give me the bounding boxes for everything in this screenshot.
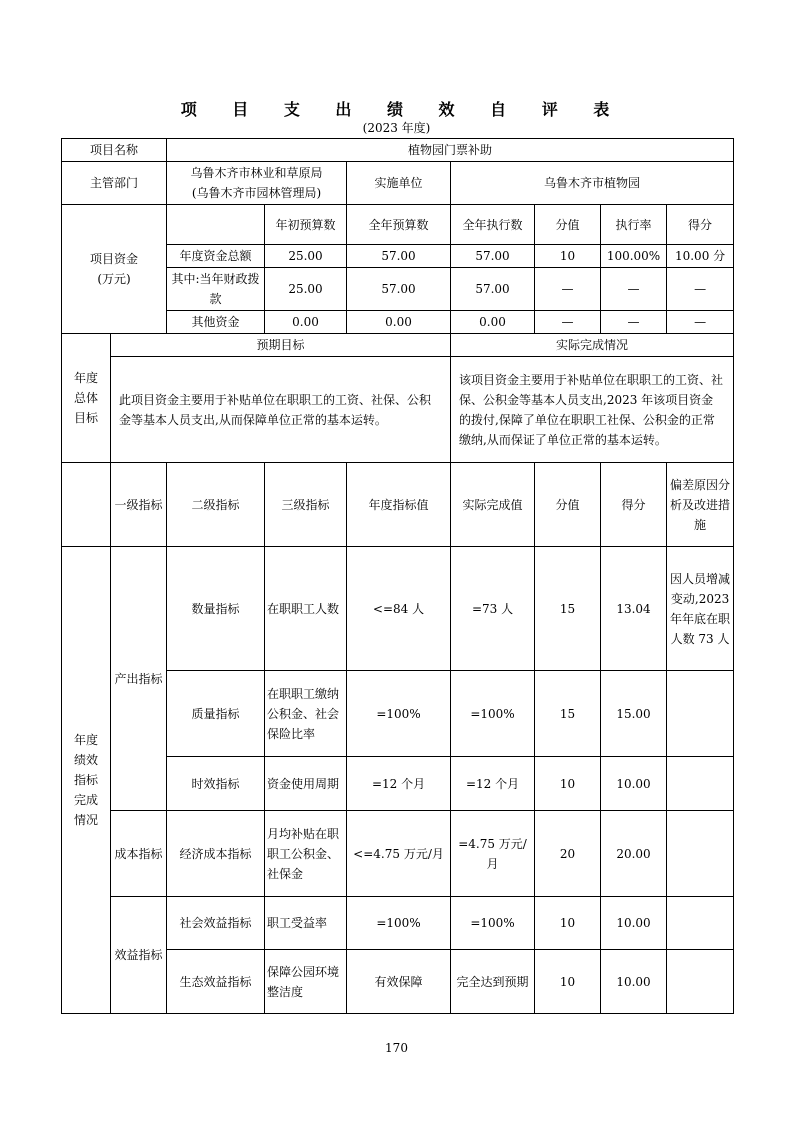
deviation-note bbox=[667, 811, 734, 897]
actual-result-text: 该项目资金主要用于补贴单位在职职工的工资、社保、公积金等基本人员支出,2023 年该项目资金的拨付,保障了单位在职职工社保、公积金的正常缴纳,从而保证了单位正常的基本运转。 bbox=[451, 357, 734, 463]
deviation-note bbox=[667, 671, 734, 757]
impl-unit-label: 实施单位 bbox=[347, 162, 451, 205]
page-number: 170 bbox=[385, 1041, 408, 1055]
group-label: 效益指标 bbox=[111, 897, 167, 1014]
funds-cell: 57.00 bbox=[451, 245, 535, 268]
deviation-note bbox=[667, 950, 734, 1014]
funds-header: 执行率 bbox=[601, 205, 667, 245]
funds-cell: 0.00 bbox=[265, 311, 347, 334]
l3-indicator: 保障公园环境整洁度 bbox=[265, 950, 347, 1014]
actual-result-header: 实际完成情况 bbox=[451, 334, 734, 357]
funds-cell: 57.00 bbox=[347, 245, 451, 268]
indicator-header: 二级指标 bbox=[167, 463, 265, 547]
score: 10.00 bbox=[601, 950, 667, 1014]
score: 15.00 bbox=[601, 671, 667, 757]
funds-cell: 57.00 bbox=[451, 268, 535, 311]
evaluation-table bbox=[61, 138, 734, 1014]
target-value: 有效保障 bbox=[347, 950, 451, 1014]
funds-cell: — bbox=[667, 311, 734, 334]
actual-value: =100% bbox=[451, 897, 535, 950]
indicator-header: 得分 bbox=[601, 463, 667, 547]
target-value: <=84 人 bbox=[347, 547, 451, 671]
l2-indicator: 数量指标 bbox=[167, 547, 265, 671]
funds-cell: — bbox=[535, 311, 601, 334]
funds-cell: — bbox=[601, 311, 667, 334]
funds-cell: 25.00 bbox=[265, 245, 347, 268]
funds-cell: 25.00 bbox=[265, 268, 347, 311]
indicator-header-blank bbox=[62, 463, 111, 547]
funds-header-blank bbox=[167, 205, 265, 245]
indicator-header: 一级指标 bbox=[111, 463, 167, 547]
funds-header: 全年执行数 bbox=[451, 205, 535, 245]
funds-cell: — bbox=[535, 268, 601, 311]
funds-header: 分值 bbox=[535, 205, 601, 245]
score-value: 10 bbox=[535, 950, 601, 1014]
indicator-header: 三级指标 bbox=[265, 463, 347, 547]
funds-header: 年初预算数 bbox=[265, 205, 347, 245]
deviation-note bbox=[667, 757, 734, 811]
indicator-header: 实际完成值 bbox=[451, 463, 535, 547]
score-value: 15 bbox=[535, 547, 601, 671]
score: 10.00 bbox=[601, 897, 667, 950]
dept-value bbox=[167, 162, 347, 205]
funds-header: 全年预算数 bbox=[347, 205, 451, 245]
dept-label: 主管部门 bbox=[62, 162, 167, 205]
l3-indicator: 月均补贴在职职工公积金、社保金 bbox=[265, 811, 347, 897]
l3-indicator: 资金使用周期 bbox=[265, 757, 347, 811]
year-note: (2023 年度) bbox=[362, 121, 431, 135]
impl-unit: 乌鲁木齐市植物园 bbox=[451, 162, 734, 205]
score-value: 10 bbox=[535, 897, 601, 950]
funds-label: 项目资金 (万元) bbox=[62, 205, 167, 334]
l2-indicator: 时效指标 bbox=[167, 757, 265, 811]
funds-cell: 10.00 分 bbox=[667, 245, 734, 268]
group-label: 产出指标 bbox=[111, 547, 167, 811]
score: 10.00 bbox=[601, 757, 667, 811]
target-value: =100% bbox=[347, 897, 451, 950]
deviation-note: 因人员增减变动,2023 年年底在职人数 73 人 bbox=[667, 547, 734, 671]
indicator-header: 分值 bbox=[535, 463, 601, 547]
funds-header: 得分 bbox=[667, 205, 734, 245]
l3-indicator: 在职职工缴纳公积金、社会保险比率 bbox=[265, 671, 347, 757]
l3-indicator: 在职职工人数 bbox=[265, 547, 347, 671]
score-value: 10 bbox=[535, 757, 601, 811]
group-label: 成本指标 bbox=[111, 811, 167, 897]
l2-indicator: 生态效益指标 bbox=[167, 950, 265, 1014]
funds-row-label: 其中:当年财政拨款 bbox=[167, 268, 265, 311]
l2-indicator: 社会效益指标 bbox=[167, 897, 265, 950]
target-value: =12 个月 bbox=[347, 757, 451, 811]
project-name: 植物园门票补助 bbox=[167, 139, 734, 162]
actual-value: =12 个月 bbox=[451, 757, 535, 811]
page-title: 项 目 支 出 绩 效 自 评 表 bbox=[180, 100, 625, 119]
funds-cell: — bbox=[601, 268, 667, 311]
funds-cell: 57.00 bbox=[347, 268, 451, 311]
funds-row-label: 其他资金 bbox=[167, 311, 265, 334]
expected-goal-header: 预期目标 bbox=[111, 334, 451, 357]
expected-goal-text: 此项目资金主要用于补贴单位在职职工的工资、社保、公积金等基本人员支出,从而保障单位正常的基本运转。 bbox=[111, 357, 451, 463]
score: 13.04 bbox=[601, 547, 667, 671]
actual-value: =4.75 万元/月 bbox=[451, 811, 535, 897]
funds-cell: 100.00% bbox=[601, 245, 667, 268]
funds-cell: 10 bbox=[535, 245, 601, 268]
score: 20.00 bbox=[601, 811, 667, 897]
funds-cell: — bbox=[667, 268, 734, 311]
actual-value: =73 人 bbox=[451, 547, 535, 671]
dept-line-2: (乌鲁木齐市园林管理局) bbox=[191, 186, 322, 200]
deviation-note bbox=[667, 897, 734, 950]
score-value: 20 bbox=[535, 811, 601, 897]
indicator-header: 偏差原因分析及改进措施 bbox=[667, 463, 734, 547]
actual-value: 完全达到预期 bbox=[451, 950, 535, 1014]
score-value: 15 bbox=[535, 671, 601, 757]
actual-value: =100% bbox=[451, 671, 535, 757]
funds-cell: 0.00 bbox=[347, 311, 451, 334]
funds-row-label: 年度资金总额 bbox=[167, 245, 265, 268]
l2-indicator: 质量指标 bbox=[167, 671, 265, 757]
target-value: <=4.75 万元/月 bbox=[347, 811, 451, 897]
target-value: =100% bbox=[347, 671, 451, 757]
funds-cell: 0.00 bbox=[451, 311, 535, 334]
l2-indicator: 经济成本指标 bbox=[167, 811, 265, 897]
project-name-label: 项目名称 bbox=[62, 139, 167, 162]
goals-label: 年度 总体 目标 bbox=[62, 334, 111, 463]
indicator-header: 年度指标值 bbox=[347, 463, 451, 547]
l3-indicator: 职工受益率 bbox=[265, 897, 347, 950]
indicators-section-label: 年度 绩效 指标 完成 情况 bbox=[62, 547, 111, 1014]
dept-line-1: 乌鲁木齐市林业和草原局 bbox=[190, 166, 323, 180]
